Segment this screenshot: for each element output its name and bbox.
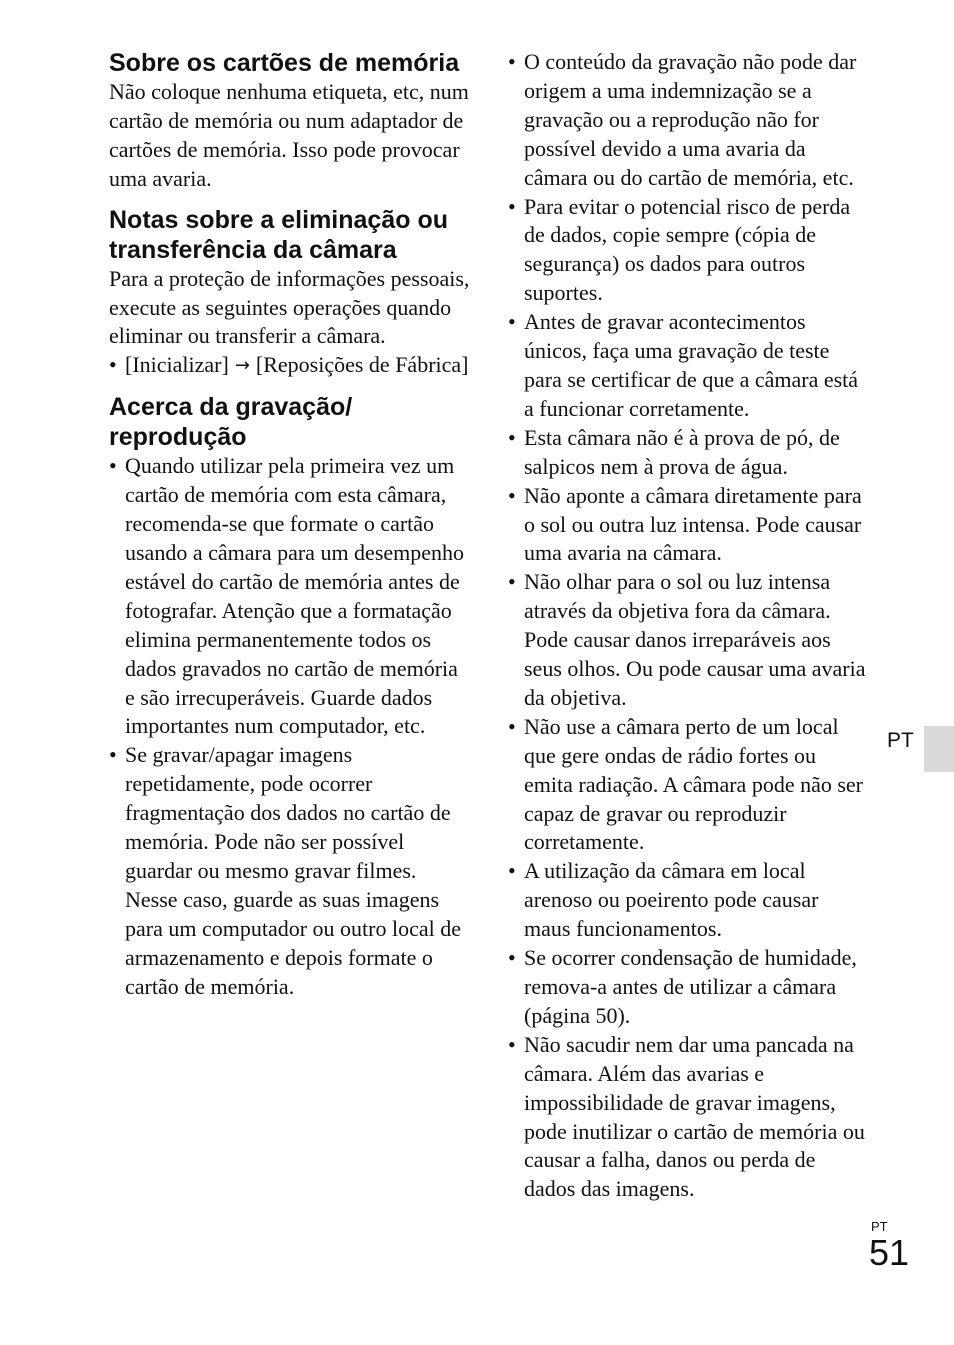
section-heading: Notas sobre a eliminação ou transferência da câmara xyxy=(109,205,448,264)
list-item: • Se gravar/apagar imagens repetidamente, pode ocorrer fragmentação dos dados no cartão de memória. Pode não ser possível guardar ou mesmo gravar filmes. Nesse caso, guarde as suas imagens para um computador ou outro local de armazenamento e depois formate o cartão de memória. xyxy=(109,741,471,1001)
bullet-list xyxy=(508,48,866,1204)
page-language-code: PT xyxy=(871,1219,888,1234)
left-column xyxy=(109,48,471,1001)
bullet-list xyxy=(109,351,471,381)
list-item: • Não aponte a câmara diretamente para o sol ou outra luz intensa. Pode causar uma avaria na câmara. xyxy=(508,482,866,569)
list-item: • Não use a câmara perto de um local que gere ondas de rádio fortes ou emita radiação. A câmara pode não ser capaz de gravar ou reproduzir corretamente. xyxy=(508,713,866,858)
list-item: • Esta câmara não é à prova de pó, de salpicos nem à prova de água. xyxy=(508,424,866,482)
list-item: • Não sacudir nem dar uma pancada na câmara. Além das avarias e impossibilidade de gravar imagens, pode inutilizar o cartão de memória ou causar a falha, danos ou perda de dados das imagens. xyxy=(508,1031,866,1204)
list-item: • Não olhar para o sol ou luz intensa através da objetiva fora da câmara. Pode causar danos irreparáveis aos seus olhos. Ou pode causar uma avaria da objetiva. xyxy=(508,568,866,713)
section-heading: Sobre os cartões de memória xyxy=(109,49,460,77)
section-body: Não coloque nenhuma etiqueta, etc, num cartão de memória ou num adaptador de cartões de memória. Isso pode provocar uma avaria. xyxy=(109,79,469,191)
page-number: 51 xyxy=(869,1232,910,1273)
list-item xyxy=(109,351,471,381)
arrow-right-icon: → xyxy=(234,355,250,377)
menu-path-initialize: [Inicializar] xyxy=(125,352,229,378)
list-item: • Se ocorrer condensação de humidade, remova-a antes de utilizar a câmara (página 50). xyxy=(508,944,866,1031)
list-item: • Antes de gravar acontecimentos únicos, faça uma gravação de teste para se certificar de que a câmara está a funcionar corretamente. xyxy=(508,308,866,424)
language-tab-marker xyxy=(924,726,954,772)
section-memory-cards xyxy=(109,48,471,194)
list-item: • O conteúdo da gravação não pode dar origem a uma indemnização se a gravação ou a reprodução não for possível devido a uma avaria da câmara ou do cartão de memória, etc. xyxy=(508,48,866,193)
list-item: • Para evitar o potencial risco de perda de dados, copie sempre (cópia de segurança) os dados para outros suportes. xyxy=(508,193,866,309)
menu-path-factory-reset: [Reposições de Fábrica] xyxy=(255,352,469,378)
section-disposal-transfer xyxy=(109,205,471,382)
section-heading: Acerca da gravação/ reprodução xyxy=(109,393,353,452)
section-recording-playback xyxy=(109,392,471,1001)
list-item: • A utilização da câmara em local arenoso ou poeirento pode causar maus funcionamentos. xyxy=(508,857,866,944)
section-body: Para a proteção de informações pessoais, execute as seguintes operações quando eliminar ou transferir a câmara. xyxy=(109,265,470,349)
right-column xyxy=(508,48,866,1204)
bullet-list xyxy=(109,452,471,1001)
list-item: • Quando utilizar pela primeira vez um cartão de memória com esta câmara, recomenda-se que formate o cartão usando a câmara para um desempenho estável do cartão de memória antes de fotografar. Atenção que a formatação elimina permanentemente todos os dados gravados no cartão de memória e são irrecuperáveis. Guarde dados importantes num computador, etc. xyxy=(109,452,471,741)
language-tab-label: PT xyxy=(887,729,914,752)
